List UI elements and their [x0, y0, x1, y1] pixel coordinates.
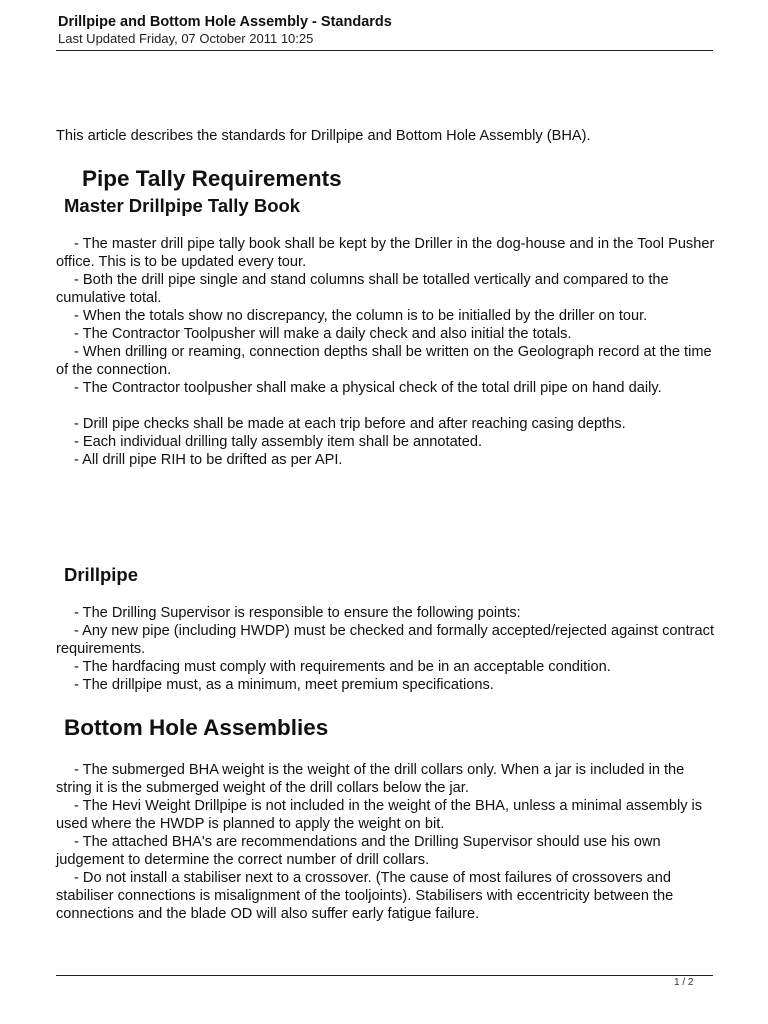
list-item: - The Drilling Supervisor is responsible to ensure the following points:: [74, 605, 521, 621]
header-rule: [56, 50, 713, 51]
list-item: - Both the drill pipe single and stand columns shall be totalled vertically and compared to the cumulative total.: [56, 272, 669, 306]
list-item: - When the totals show no discrepancy, the column is to be initialled by the driller on tour.: [74, 308, 648, 324]
list-item: - Drill pipe checks shall be made at each trip before and after reaching casing depths.: [74, 416, 626, 432]
list-item: - The Hevi Weight Drillpipe is not included in the weight of the BHA, unless a minimal assembly is used where the HWDP is planned to apply the weight on bit.: [56, 798, 703, 832]
bha-list: [56, 761, 720, 923]
list-item: - The master drill pipe tally book shall be kept by the Driller in the dog-house and in the Tool Pusher office. This is to be updated every tour.: [56, 236, 715, 270]
heading-drillpipe: Drillpipe: [64, 564, 139, 585]
list-item: - The hardfacing must comply with requirements and be in an acceptable condition.: [74, 659, 611, 675]
subheading-master-tally-book: Master Drillpipe Tally Book: [64, 195, 301, 216]
last-updated: Last Updated Friday, 07 October 2011 10:25: [58, 31, 314, 46]
list-item: - Each individual drilling tally assembly item shall be annotated.: [74, 434, 483, 450]
list-item: - Do not install a stabiliser next to a crossover. (The cause of most failures of crossovers and stabiliser connections is misalignment of the tooljoints). Stabilisers with eccentricity between the connections and the blade OD will also suffer early fatigue failure.: [56, 870, 674, 922]
list-item: - All drill pipe RIH to be drifted as per API.: [74, 452, 343, 468]
list-item: - The drillpipe must, as a minimum, meet premium specifications.: [74, 677, 494, 693]
list-item: - When drilling or reaming, connection depths shall be written on the Geolograph record at the time of the connection.: [56, 344, 712, 378]
list-item: - The Contractor Toolpusher will make a daily check and also initial the totals.: [74, 326, 572, 342]
page-header: [58, 14, 713, 46]
tally-list: [56, 235, 720, 469]
list-item: - The Contractor toolpusher shall make a physical check of the total drill pipe on hand daily.: [74, 380, 662, 396]
heading-bottom-hole-assemblies: Bottom Hole Assemblies: [64, 715, 329, 740]
heading-pipe-tally: Pipe Tally Requirements: [82, 166, 342, 191]
document-title: Drillpipe and Bottom Hole Assembly - Standards: [58, 14, 392, 30]
drillpipe-list: [56, 604, 720, 694]
list-item: - The attached BHA's are recommendations and the Drilling Supervisor should use his own judgement to determine the correct number of drill collars.: [56, 834, 661, 868]
list-item: - The submerged BHA weight is the weight of the drill collars only. When a jar is included in the string it is the submerged weight of the drill collars below the jar.: [56, 762, 685, 796]
intro-paragraph: This article describes the standards for Drillpipe and Bottom Hole Assembly (BHA).: [56, 128, 591, 144]
page-number: 1 / 2: [674, 977, 694, 988]
footer-rule: [56, 975, 713, 976]
list-item: - Any new pipe (including HWDP) must be checked and formally accepted/rejected against contract requirements.: [56, 623, 715, 657]
